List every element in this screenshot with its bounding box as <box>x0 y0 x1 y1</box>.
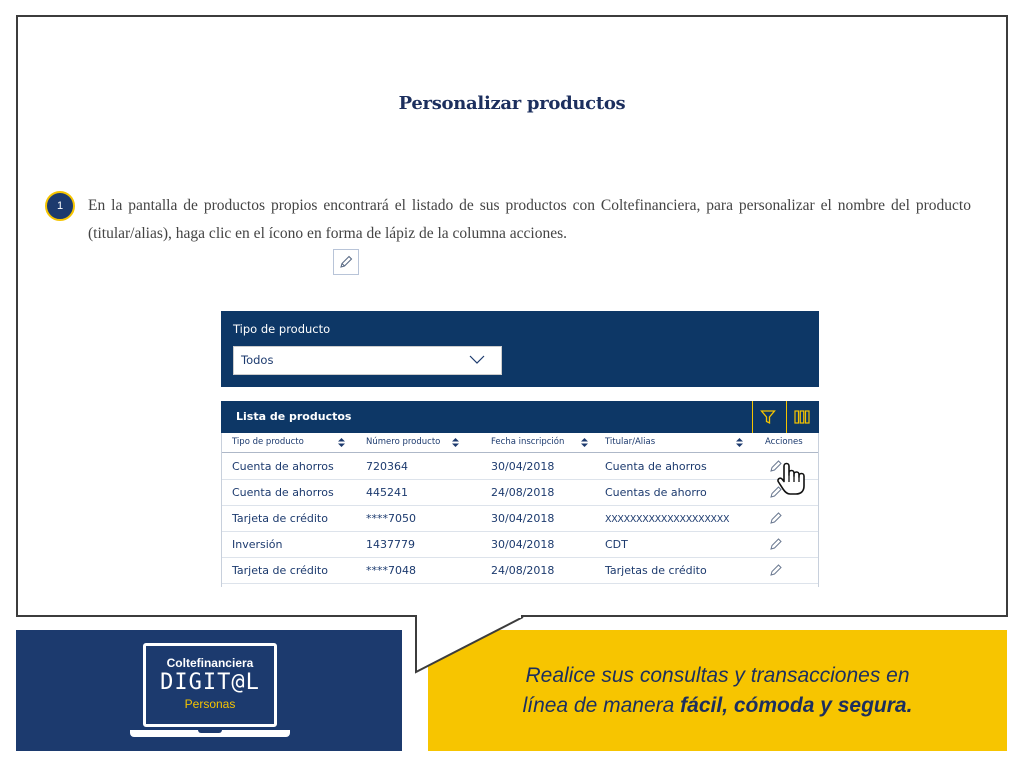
cell-fecha: 24/08/2018 <box>491 486 555 499</box>
cell-numero: 445241 <box>366 486 408 499</box>
product-type-selected-value: Todos <box>241 353 274 367</box>
slogan-line1: Realice sus consultas y transacciones en <box>525 664 910 687</box>
cell-alias: XXXXXXXXXXXXXXXXXXXX <box>605 514 730 525</box>
cell-tipo: Cuenta de ahorros <box>232 460 334 473</box>
product-list <box>221 401 819 587</box>
column-header-tipo[interactable]: Tipo de producto <box>232 437 304 447</box>
laptop-notch <box>198 730 222 733</box>
brand-digital: DIGIT@L <box>160 670 260 695</box>
pencil-icon[interactable] <box>769 511 783 525</box>
pencil-icon-example <box>333 249 359 275</box>
cell-fecha: 30/04/2018 <box>491 460 555 473</box>
cell-tipo: Cuenta de ahorros <box>232 486 334 499</box>
column-header-fecha[interactable]: Fecha inscripción <box>491 437 565 447</box>
brand-name: Coltefinanciera <box>166 656 254 670</box>
table-row <box>222 480 818 506</box>
pencil-icon[interactable] <box>769 485 783 499</box>
sort-icon[interactable] <box>452 438 459 447</box>
cell-alias: CDT <box>605 538 628 551</box>
slogan-line2-regular: línea de manera <box>522 694 681 717</box>
filter-label: Tipo de producto <box>233 322 331 336</box>
table-row <box>222 454 818 480</box>
product-type-select[interactable] <box>233 346 502 375</box>
sort-icon[interactable] <box>338 438 345 447</box>
cell-numero: 1437779 <box>366 538 415 551</box>
instruction-text-part1: En la pantalla de productos propios encontrará el listado de sus productos con Coltefinanciera, para personalizar el nombre del producto (titular/alias), haga clic en el ícono en forma de lápiz <box>88 197 971 242</box>
columns-icon <box>794 409 810 425</box>
cell-numero: ****7050 <box>366 512 416 525</box>
pencil-icon[interactable] <box>769 537 783 551</box>
cell-alias: Cuenta de ahorros <box>605 460 707 473</box>
page-title: Personalizar productos <box>398 93 626 114</box>
instruction-text-part2: de la columna acciones. <box>418 225 567 242</box>
cell-numero: 720364 <box>366 460 408 473</box>
column-header-alias[interactable]: Titular/Alias <box>605 437 656 447</box>
cell-numero: ****7048 <box>366 564 416 577</box>
slogan <box>428 661 1007 721</box>
table-header-divider <box>222 452 818 453</box>
cell-alias: Tarjetas de crédito <box>605 564 707 577</box>
cell-fecha: 30/04/2018 <box>491 538 555 551</box>
column-header-acciones: Acciones <box>765 437 803 447</box>
cell-tipo: Inversión <box>232 538 283 551</box>
brand-subtitle: Personas <box>184 697 236 711</box>
cell-fecha: 30/04/2018 <box>491 512 555 525</box>
product-list-header <box>221 401 819 433</box>
step-number-badge: 1 <box>45 191 75 221</box>
sort-icon[interactable] <box>736 438 743 447</box>
pencil-icon[interactable] <box>769 563 783 577</box>
sort-icon[interactable] <box>581 438 588 447</box>
cell-tipo: Tarjeta de crédito <box>232 564 328 577</box>
chevron-down-icon <box>469 355 485 365</box>
slogan-line2-bold: fácil, cómoda y segura. <box>680 694 913 717</box>
cell-tipo: Tarjeta de crédito <box>232 512 328 525</box>
cell-fecha: 24/08/2018 <box>491 564 555 577</box>
filter-button[interactable] <box>752 401 783 433</box>
filter-panel <box>221 311 819 387</box>
product-list-title: Lista de productos <box>236 410 352 423</box>
columns-button[interactable] <box>786 401 817 433</box>
filter-icon <box>760 409 776 425</box>
pencil-icon <box>338 254 354 270</box>
table-row <box>222 558 818 584</box>
cell-alias: Cuentas de ahorro <box>605 486 707 499</box>
column-header-numero[interactable]: Número producto <box>366 437 441 447</box>
table-row <box>222 506 818 532</box>
step-instruction <box>88 192 971 248</box>
table-row <box>222 532 818 558</box>
